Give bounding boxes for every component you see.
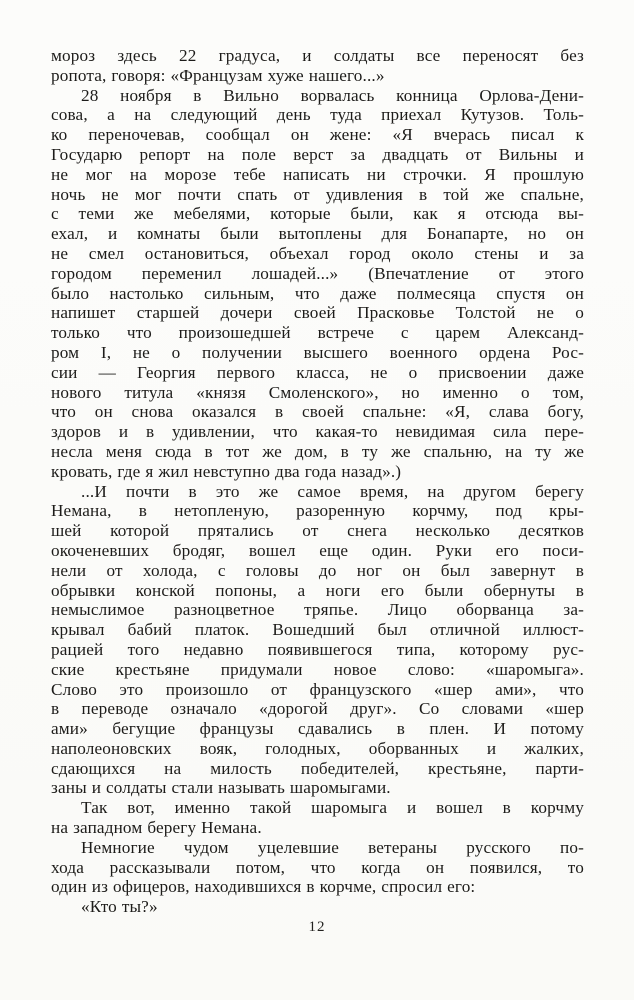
text-line: наполеоновских вояк, голодных, оборванных и жалких, <box>51 738 584 758</box>
text-line: Государю репорт на поле верст за двадцать от Вильны и <box>51 144 584 164</box>
text-line: Так вот, именно такой шаромыга и вошел в корчму <box>81 798 584 818</box>
text-line: хода рассказывали потом, что когда он появился, то <box>51 857 584 877</box>
paragraph <box>51 897 584 917</box>
text-line: ами» бегущие французы сдавались в плен. И потому <box>51 719 584 739</box>
text-line: на западном берегу Немана. <box>51 818 262 838</box>
text-line: нового титула «князя Смоленского», но именно о том, <box>51 382 584 402</box>
text-line: Немногие чудом уцелевшие ветераны русского по- <box>81 837 584 857</box>
text-line: что он снова оказался в своей спальне: «Я, слава богу, <box>51 402 584 422</box>
text-line: кровать, где я жил невступно два года назад».) <box>51 461 402 481</box>
text-line: рацией того недавно появившегося типа, которому рус- <box>51 639 584 659</box>
text-line: ские крестьяне придумали новое слово: «шаромыга». <box>51 659 584 679</box>
text-line: Немана, в нетопленую, разоренную корчму, под кры- <box>51 501 584 521</box>
text-line: нели от холода, с головы до ног он был завернут в <box>51 560 584 580</box>
text-line: Слово это произошло от французского «шер ами», что <box>51 679 584 699</box>
text-line: ехал, и комнаты были вытоплены для Бонапарте, но он <box>51 224 584 244</box>
text-line: здоров и в удивлении, что какая-то невидимая сила пере- <box>51 422 584 442</box>
paragraph <box>51 482 584 799</box>
text-line: было настолько сильным, что даже полмесяца спустя он <box>51 283 584 303</box>
text-line: «Кто ты?» <box>81 897 158 917</box>
text-line: с теми же мебелями, которые были, как я отсюда вы- <box>51 204 584 224</box>
text-line: ...И почти в это же самое время, на другом берегу <box>81 481 584 501</box>
text-block <box>51 46 584 917</box>
paragraph <box>51 86 584 482</box>
text-line: напишет старшей дочери своей Прасковье Толстой не о <box>51 303 584 323</box>
text-line: в переводе означало «дорогой друг». Со словами «шер <box>51 699 584 719</box>
text-line: ром I, не о получении высшего военного ордена Рос- <box>51 342 584 362</box>
text-line: один из офицеров, находившихся в корчме, спросил его: <box>51 877 476 897</box>
text-line: обрывки конской попоны, а ноги его были обернуты в <box>51 580 584 600</box>
text-line: сии — Георгия первого класса, не о присвоении даже <box>51 362 584 382</box>
text-line: 28 ноября в Вильно ворвалась конница Орлова-Дени- <box>81 85 584 105</box>
text-line: шей которой прятались от снега несколько десятков <box>51 521 584 541</box>
paragraph <box>51 46 584 86</box>
text-line: ночь не мог почти спать от удивления в той же спальне, <box>51 184 584 204</box>
text-line: не смел остановиться, объехал город около стены и за <box>51 243 584 263</box>
text-line: ропота, говоря: «Французам хуже нашего...» <box>51 65 385 85</box>
text-line: только что произошедшей встрече с царем Александ- <box>51 323 584 343</box>
text-line: ко переночевав, сообщал он жене: «Я вчерась писал к <box>51 125 584 145</box>
text-line: несла меня сюда в тот же дом, в ту же спальню, на ту же <box>51 441 584 461</box>
text-line: не мог на морозе тебе написать ни строчки. Я прошлую <box>51 164 584 184</box>
page-number: 12 <box>308 919 326 935</box>
text-line: крывал бабий платок. Вошедший был отличной иллюст- <box>51 620 584 640</box>
text-line: мороз здесь 22 градуса, и солдаты все переносят без <box>51 46 584 65</box>
text-line: сова, а на следующий день туда приехал Кутузов. Толь- <box>51 105 584 125</box>
text-line: немыслимое разноцветное тряпье. Лицо оборванца за- <box>51 600 584 620</box>
text-line: заны и солдаты стали называть шаромыгами. <box>51 778 391 798</box>
text-line: сдающихся на милость победителей, крестьяне, парти- <box>51 758 584 778</box>
text-line: окоченевших бродяг, вошел еще один. Руки его поси- <box>51 540 584 560</box>
text-line: городом переменил лошадей...» (Впечатление от этого <box>51 263 584 283</box>
paragraph <box>51 798 584 838</box>
paragraph <box>51 838 584 897</box>
